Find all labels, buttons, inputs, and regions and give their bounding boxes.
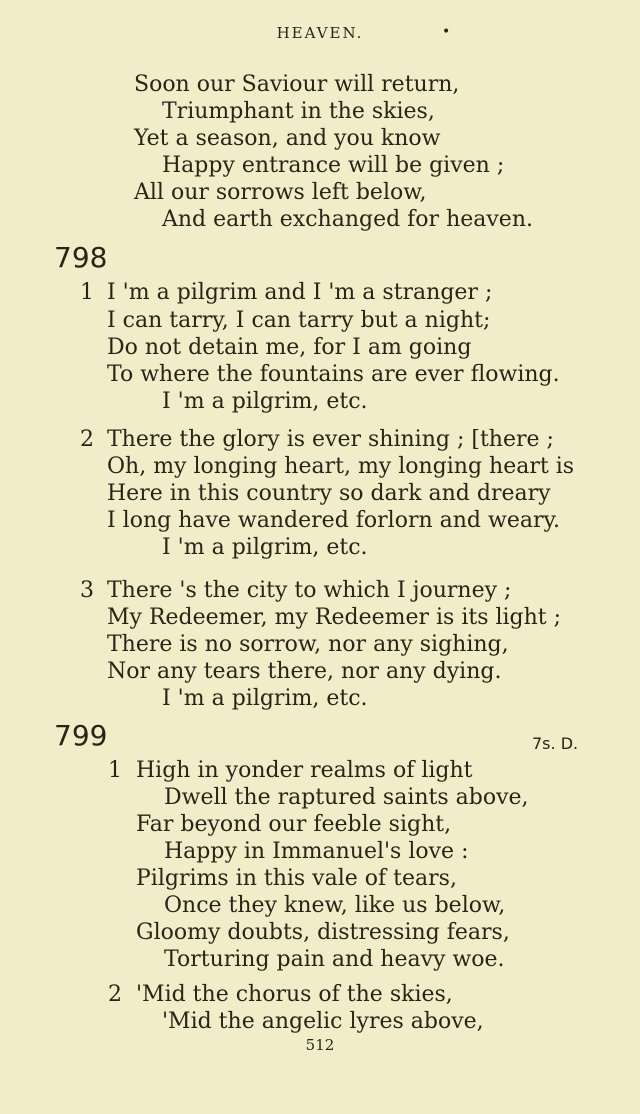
continuation-line: Soon our Saviour will return,: [134, 72, 460, 97]
verse-line: Happy in Immanuel's love :: [164, 839, 469, 864]
continuation-line: Yet a season, and you know: [134, 126, 441, 151]
verse-number: 1: [108, 758, 122, 783]
verse-line: Here in this country so dark and dreary: [107, 481, 551, 506]
verse-line: Gloomy doubts, distressing fears,: [136, 920, 510, 945]
refrain-line: I 'm a pilgrim, etc.: [162, 535, 368, 560]
verse-line: 'Mid the angelic lyres above,: [162, 1009, 484, 1034]
verse-line: I can tarry, I can tarry but a night;: [107, 308, 491, 333]
refrain-line: I 'm a pilgrim, etc.: [162, 686, 368, 711]
verse-line: Far beyond our feeble sight,: [136, 812, 452, 837]
hymn-number: 798: [54, 241, 108, 274]
verse-line: I 'm a pilgrim and I 'm a stranger ;: [107, 280, 493, 305]
verse-line: Dwell the raptured saints above,: [164, 785, 529, 810]
verse-number: 2: [108, 982, 122, 1007]
verse-line: Nor any tears there, nor any dying.: [107, 659, 502, 684]
continuation-line: All our sorrows left below,: [134, 180, 427, 205]
verse-line: I long have wandered forlorn and weary.: [107, 508, 560, 533]
verse-line: There the glory is ever shining ; [there ;: [107, 427, 554, 452]
header-mark: •: [442, 24, 453, 40]
continuation-line: Happy entrance will be given ;: [162, 153, 505, 178]
verse-number: 3: [80, 578, 94, 603]
verse-line: Do not detain me, for I am going: [107, 335, 472, 360]
verse-line: Pilgrims in this vale of tears,: [136, 866, 457, 891]
verse-line: High in yonder realms of light: [136, 758, 473, 783]
running-header: [0, 24, 640, 42]
verse-line: Oh, my longing heart, my longing heart is: [107, 454, 575, 479]
verse-line: There 's the city to which I journey ;: [107, 578, 512, 603]
meter-label: 7s. D.: [532, 734, 579, 753]
refrain-line: I 'm a pilgrim, etc.: [162, 389, 368, 414]
header-title: HEAVEN.: [276, 24, 364, 42]
continuation-line: Triumphant in the skies,: [162, 99, 435, 124]
verse-line: Once they knew, like us below,: [164, 893, 506, 918]
verse-number: 1: [80, 280, 94, 305]
page-number: 512: [305, 1036, 335, 1054]
verse-line: 'Mid the chorus of the skies,: [136, 982, 453, 1007]
verse-line: To where the fountains are ever flowing.: [107, 362, 560, 387]
verse-line: Torturing pain and heavy woe.: [164, 947, 505, 972]
verse-number: 2: [80, 427, 94, 452]
continuation-line: And earth exchanged for heaven.: [162, 207, 533, 232]
verse-line: My Redeemer, my Redeemer is its light ;: [107, 605, 562, 630]
hymn-number: 799: [54, 719, 108, 752]
verse-line: There is no sorrow, nor any sighing,: [107, 632, 509, 657]
